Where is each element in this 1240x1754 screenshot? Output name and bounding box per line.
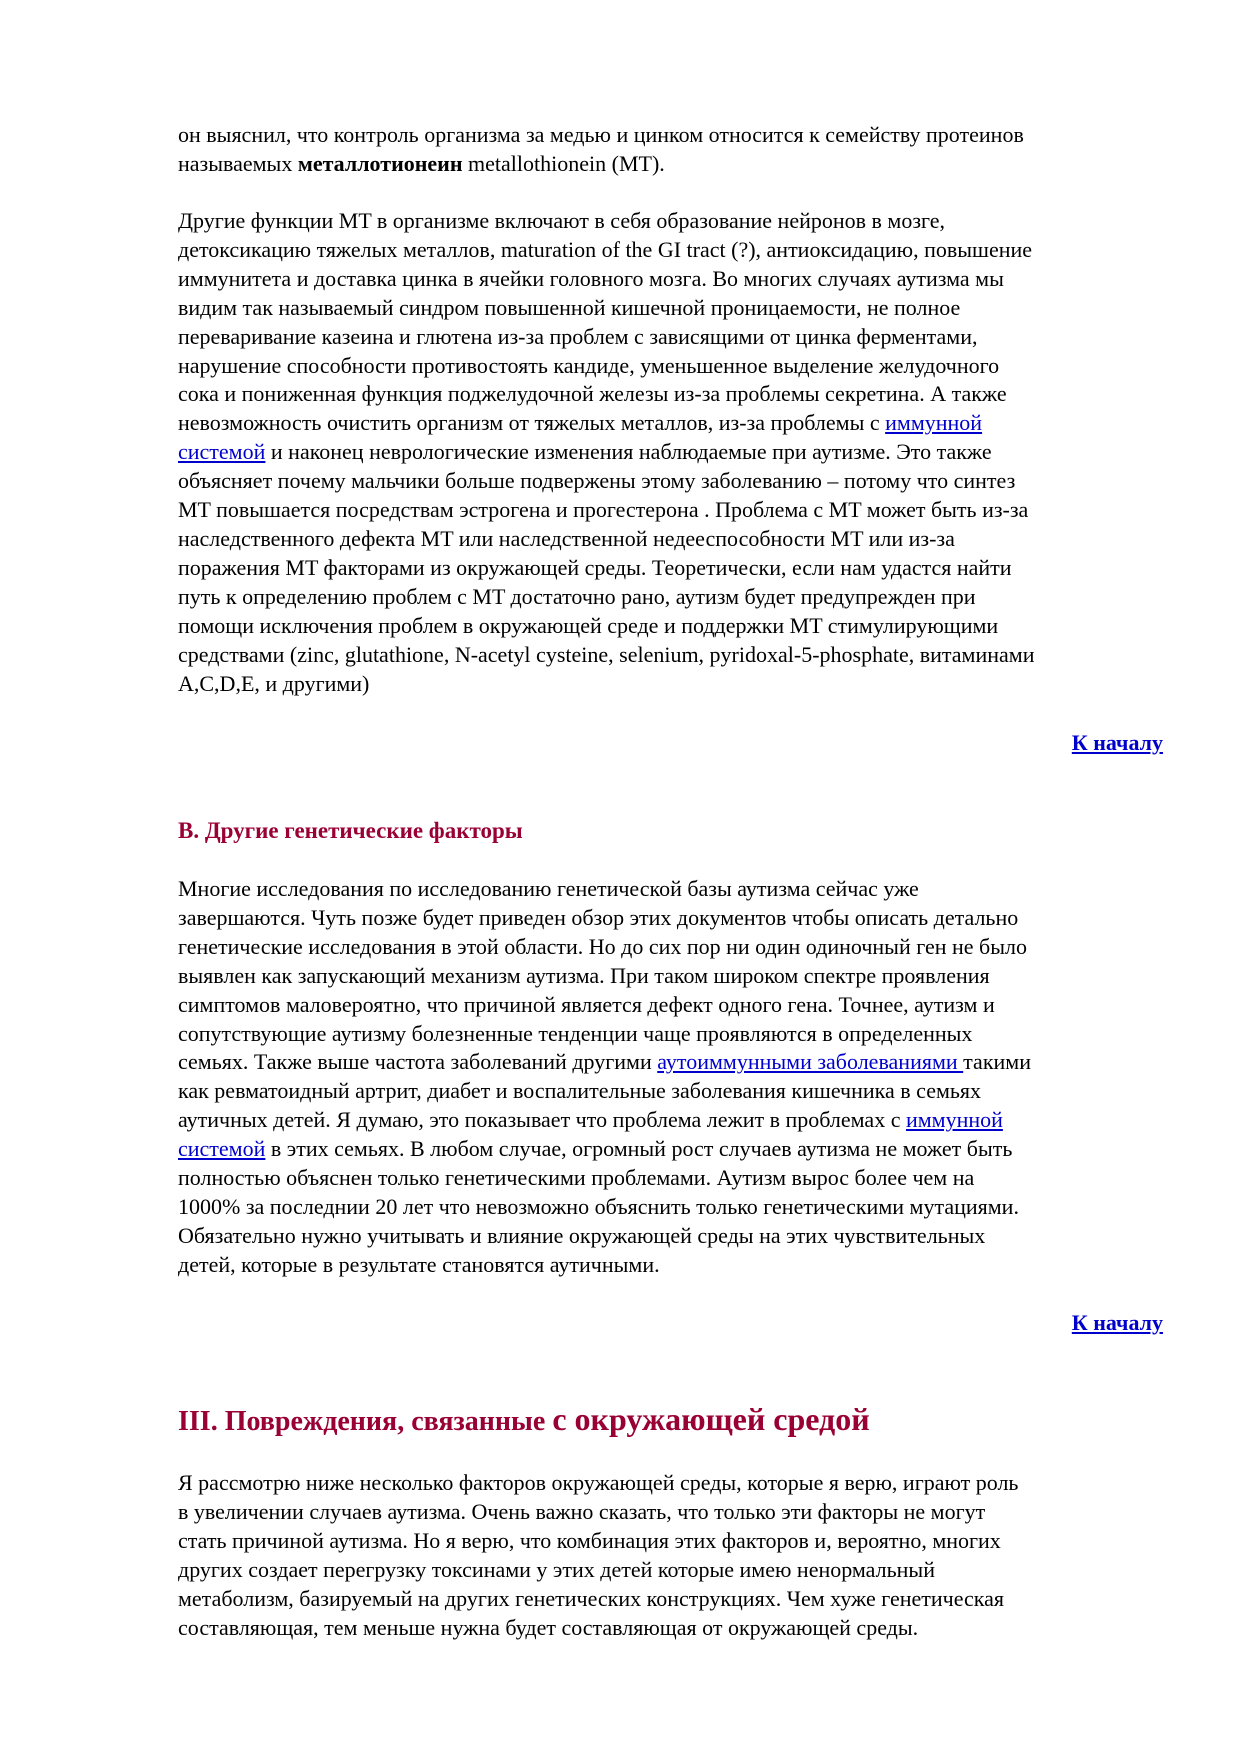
text-run: он выяснил, что контроль организма за медью и цинком относится к семейству протеинов: [178, 122, 1024, 147]
back-to-top-link[interactable]: К началу: [1071, 730, 1163, 755]
text-run: переваривание казеина и глютена из-за проблем с зависящими от цинка ферментами,: [178, 323, 978, 349]
text-line: [178, 1077, 1168, 1106]
text-line: [178, 1020, 1168, 1049]
text-line: [178, 1048, 1168, 1077]
text-run: 1000% за последнии 20 лет что невозможно объяснить только генетическими мутациями.: [178, 1193, 1019, 1219]
text-run: детоксикацию тяжелых металлов, maturation of the GI tract (?), антиоксидацию, повышение: [178, 236, 1033, 262]
text-run: видим так называемый синдром повышенной кишечной проницаемости, не полное: [178, 294, 961, 320]
text-line: [178, 496, 1168, 525]
text-line: [178, 380, 1168, 409]
text-run: генетические исследования в этой области. Но до сих пор ни один одиночный ген не было: [178, 933, 1027, 959]
text-line: [178, 612, 1168, 641]
text-line: [178, 933, 1168, 962]
text-run: наследственного дефекта MT или наследственной недееспособности MT или из-за: [178, 525, 955, 551]
text-run: невозможность очистить организм от тяжелых металлов, из-за проблемы с: [178, 410, 886, 436]
text-run: и наконец неврологические изменения наблюдаемые при аутизме. Это также: [265, 439, 992, 465]
text-line: [178, 236, 1168, 265]
text-run: объясняет почему мальчики больше подвержены этому заболеванию – потому что синтез: [178, 468, 1016, 494]
text-run: детей, которые в результате становятся аутичными.: [178, 1251, 660, 1277]
text-line: [178, 554, 1168, 583]
text-run: MT повышается посредствам эстрогена и прогестерона . Проблема с MT может быть из-за: [178, 497, 1029, 523]
section-heading-b: B. Другие генетические факторы: [178, 818, 523, 843]
text-line: [178, 1164, 1168, 1193]
text-run: Обязательно нужно учитывать и влияние окружающей среды на этих чувствительных: [178, 1222, 986, 1248]
inline-link[interactable]: иммунной: [885, 410, 983, 436]
inline-link[interactable]: системой: [178, 1136, 266, 1162]
text-line: [178, 962, 1168, 991]
text-run: metallothionein (MT).: [462, 150, 665, 176]
text-line: [178, 904, 1168, 933]
paragraph-genetic-factors: [178, 875, 1168, 1280]
text-run: путь к определению проблем с MT достаточно рано, аутизм будет предупрежден при: [178, 583, 976, 609]
inline-link[interactable]: системой: [178, 439, 266, 465]
text-line: [178, 1614, 1168, 1643]
text-line: [178, 1556, 1168, 1585]
text-run: Другие функции MT в организме включают в себя образование нейронов в мозге,: [178, 208, 946, 233]
paragraph-metallothionein: [178, 121, 1168, 179]
text-line: [178, 641, 1168, 670]
inline-link[interactable]: иммунной: [905, 1107, 1003, 1133]
section-heading-3-part1: III. Повреждения, связанные: [178, 1406, 553, 1437]
text-run: выявлен как запускающий механизм аутизма. При таком широком спектре проявления: [178, 962, 990, 988]
text-run: такими: [963, 1049, 1031, 1075]
text-run: аутичных детей. Я думаю, это показывает что проблема лежит в проблемах с: [178, 1107, 906, 1133]
text-run: завершаются. Чуть позже будет приведен обзор этих документов чтобы описать детально: [178, 904, 1019, 930]
text-run: сопутствующие аутизму болезненные тенденции чаще проявляются в определенных: [178, 1020, 973, 1046]
text-run: A,C,D,E, и другими): [178, 670, 370, 696]
text-line: [178, 150, 1168, 179]
back-to-top-link[interactable]: К началу: [1071, 1310, 1163, 1335]
text-line: [178, 1585, 1168, 1614]
text-line: [178, 1527, 1168, 1556]
text-line: [178, 409, 1168, 438]
text-run: в увеличении случаев аутизма. Очень важно сказать, что только эти факторы не могут: [178, 1498, 986, 1524]
text-run: сока и пониженная функция поджелудочной железы из-за проблемы секретина. А также: [178, 381, 1007, 407]
text-line: [178, 294, 1168, 323]
text-line: [178, 265, 1168, 294]
text-run: помощи исключения проблем в окружающей среде и поддержки MT стимулирующими: [178, 612, 999, 638]
text-line: [178, 1251, 1168, 1280]
text-run: поражения MT факторами из окружающей среды. Теоретически, если нам удастся найти: [178, 554, 1012, 580]
text-run: других создает перегрузку токсинами у этих детей которые имею ненормальный: [178, 1556, 935, 1582]
text-line: [178, 1106, 1168, 1135]
text-line: [178, 1469, 1168, 1498]
text-run: Многие исследования по исследованию генетической базы аутизма сейчас уже: [178, 876, 919, 901]
text-line: [178, 121, 1168, 150]
text-run: средствами (zinc, glutathione, N-acetyl cysteine, selenium, pyridoxal-5-phosphate, витаминами: [178, 641, 1035, 667]
paragraph-environmental-factors: [178, 1469, 1168, 1642]
section-heading-3-part2: с окружающей средой: [552, 1401, 870, 1437]
text-line: [178, 1498, 1168, 1527]
text-run: нарушение способности противостоять кандиде, уменьшенное выделение желудочного: [178, 352, 1000, 378]
text-line: [178, 352, 1168, 381]
text-run: как ревматоидный артрит, диабет и воспалительные заболевания кишечника в семьях: [178, 1078, 982, 1104]
text-line: [178, 875, 1168, 904]
text-line: [178, 323, 1168, 352]
paragraph-mt-functions: [178, 207, 1168, 698]
text-run: полностью объяснен только генетическими проблемами. Аутизм вырос более чем на: [178, 1165, 975, 1191]
text-line: [178, 467, 1168, 496]
text-line: [178, 207, 1168, 236]
text-run: метаболизм, базируемый на других генетических конструкциях. Чем хуже генетическая: [178, 1585, 1005, 1611]
section-heading-3: [178, 1401, 870, 1438]
text-line: [178, 438, 1168, 467]
text-line: [178, 583, 1168, 612]
text-run: семьях. Также выше частота заболеваний другими: [178, 1049, 658, 1075]
text-run: иммунитета и доставка цинка в ячейки головного мозга. Во многих случаях аутизма мы: [178, 265, 1004, 291]
inline-link[interactable]: аутоиммунными заболеваниями: [657, 1049, 964, 1075]
text-line: [178, 525, 1168, 554]
text-run: симптомов маловероятно, что причиной является дефект одного гена. Точнее, аутизм и: [178, 991, 995, 1017]
text-line: [178, 670, 1168, 699]
text-run: Я рассмотрю ниже несколько факторов окружающей среды, которые я верю, играют роль: [178, 1470, 1019, 1495]
bold-term: металлотионеин: [297, 150, 463, 176]
text-run: называемых: [178, 150, 298, 176]
text-line: [178, 1222, 1168, 1251]
text-run: стать причиной аутизма. Но я верю, что комбинация этих факторов и, вероятно, многих: [178, 1527, 1001, 1553]
text-line: [178, 991, 1168, 1020]
text-line: [178, 1193, 1168, 1222]
text-line: [178, 1135, 1168, 1164]
text-run: в этих семьях. В любом случае, огромный рост случаев аутизма не может быть: [265, 1136, 1013, 1162]
text-run: составляющая, тем меньше нужна будет составляющая от окружающей среды.: [178, 1614, 919, 1640]
